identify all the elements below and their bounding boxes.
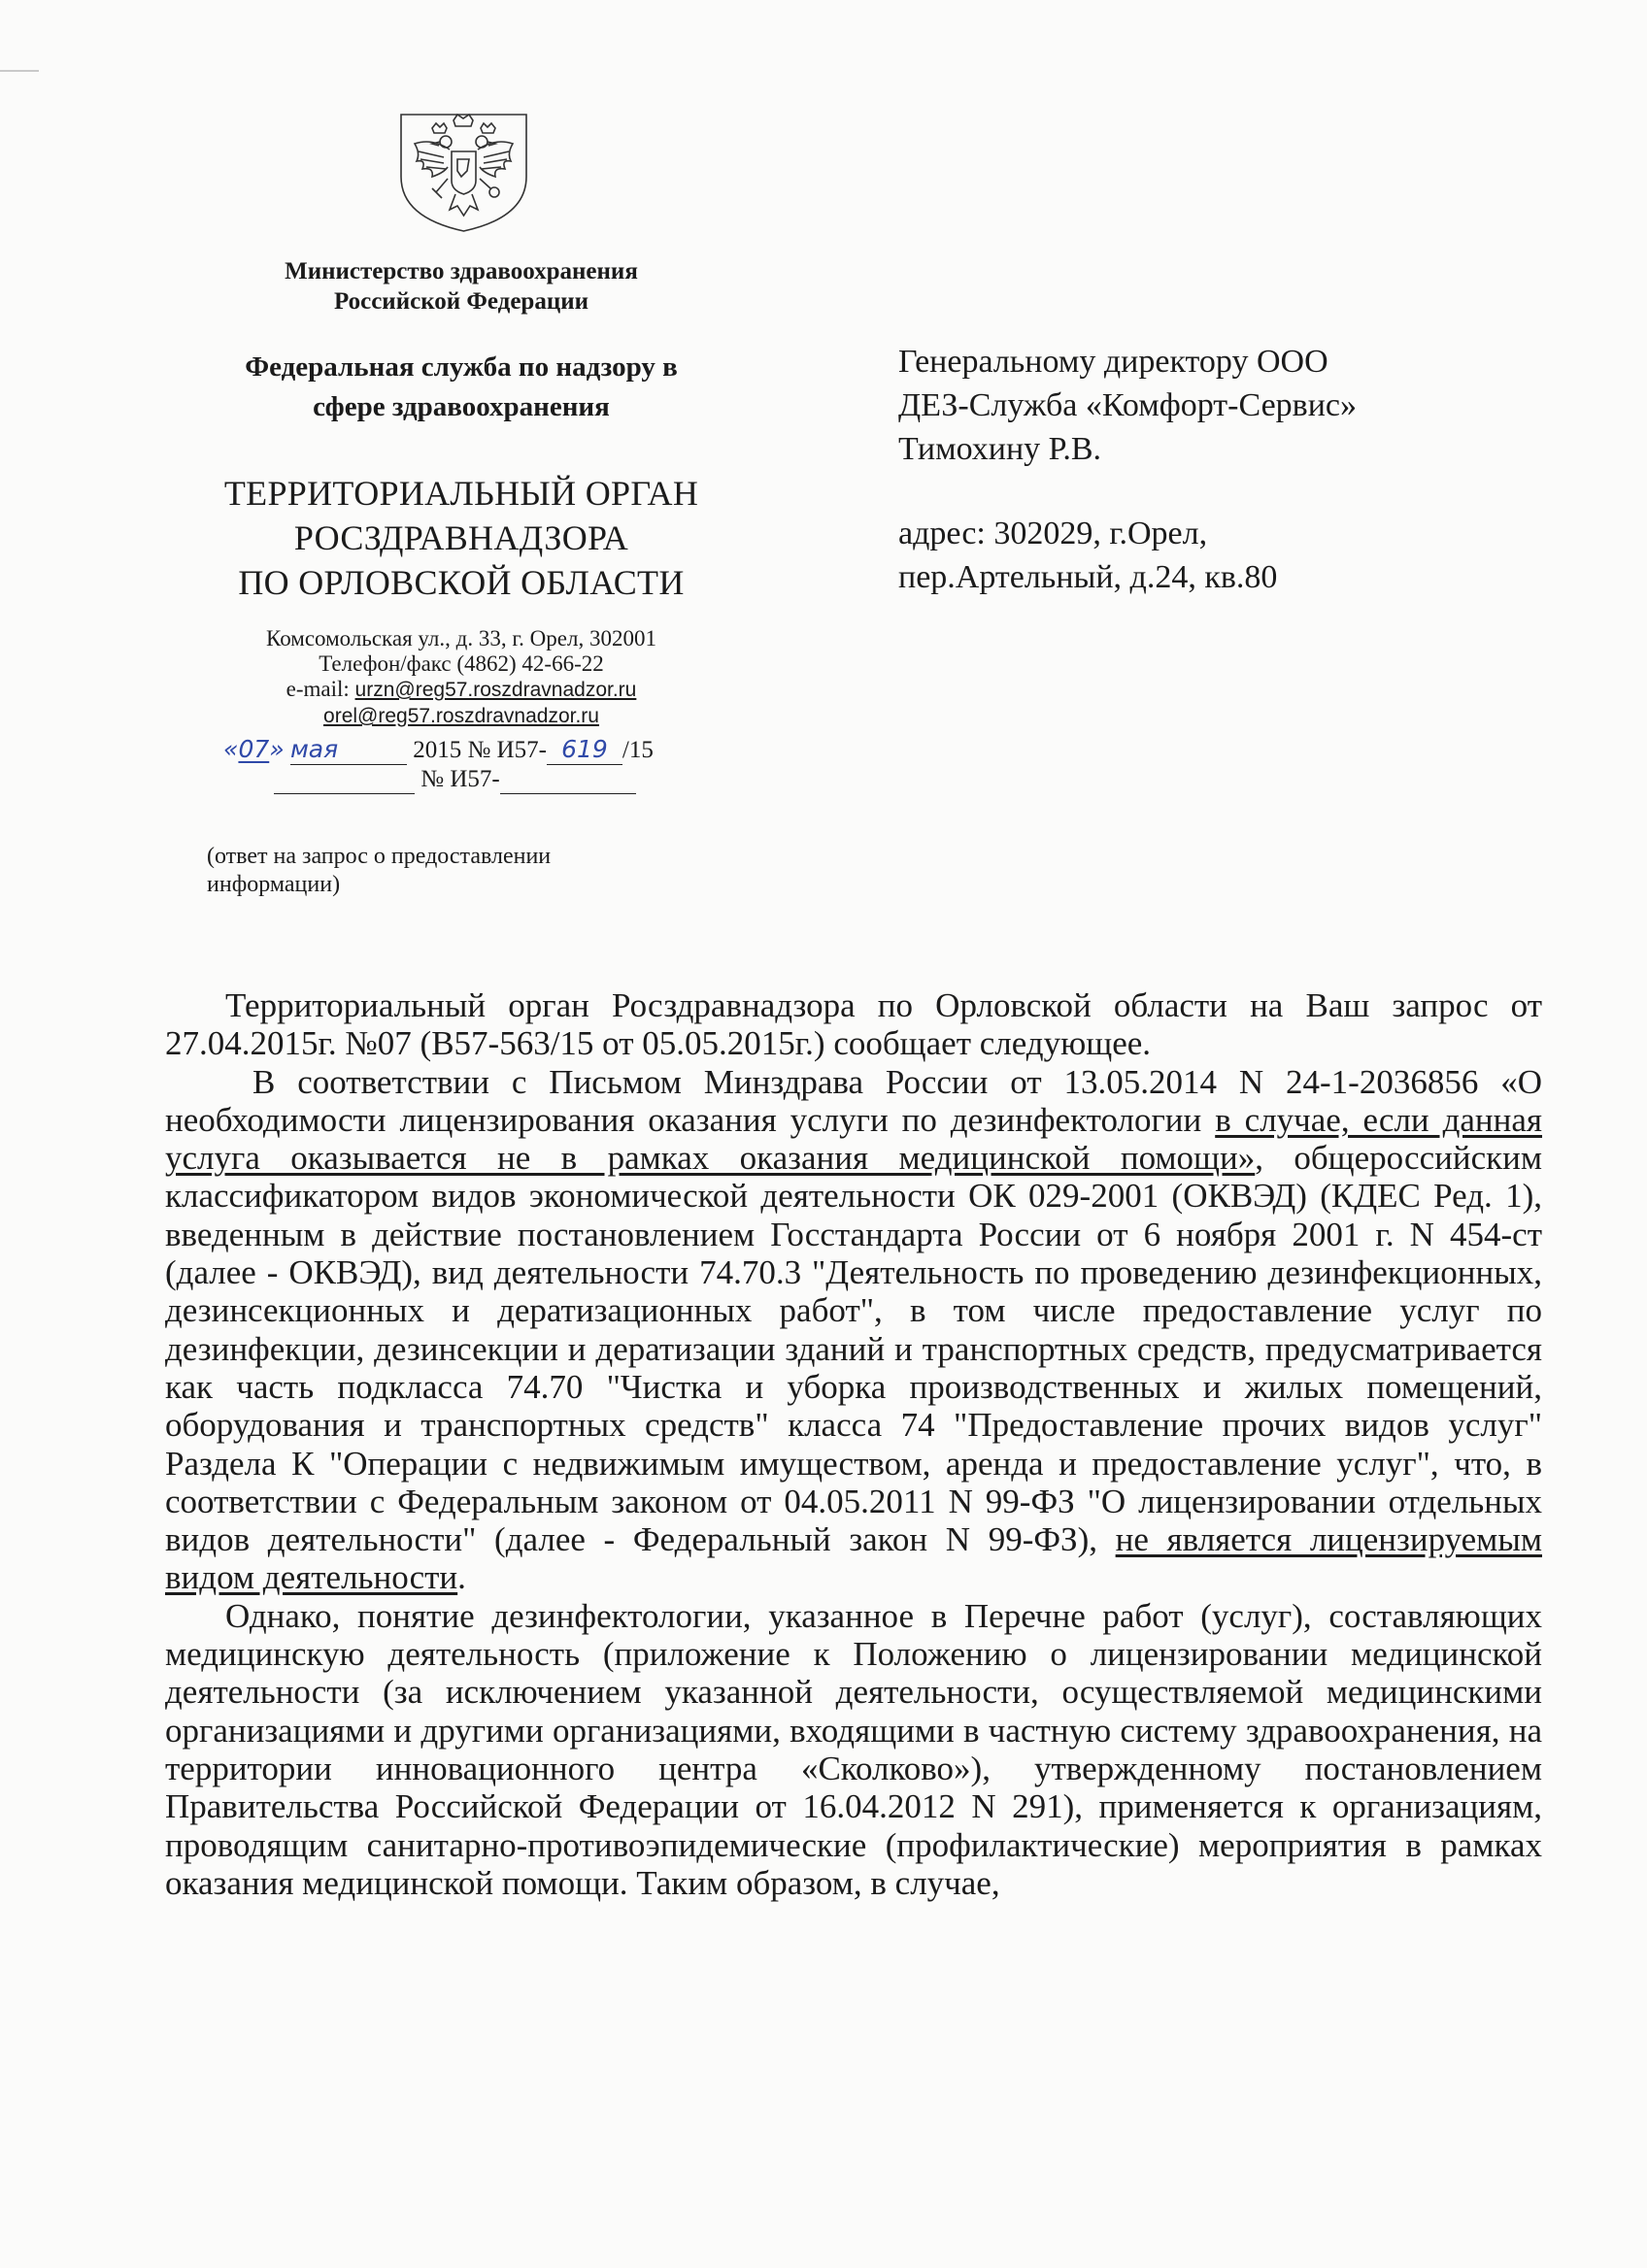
outgoing-number-block [223,735,767,794]
paragraph-3: Однако, понятие дезинфектологии, указанное в Перечне работ (услуг), составляющих медицинскую деятельность (приложение к Положению о лицензировании медицинской деятельности (за исключением указанной деятельности, осуществляемой медицинскими организациями и другими организациями, входящими в частную систему здравоохранения, на территории инновационного центра «Сколково»), утвержденному постановлением Правительства Российской Федерации от 16.04.2012 N 291), применяется к организациям, проводящим санитарно-противоэпидемические (профилактические) мероприятия в рамках оказания медицинской помощи. Таким образом, в случае, [165,1596,1542,1902]
service-line-2: сфере здравоохранения [313,391,610,422]
email-link-urzn[interactable]: urzn@reg57.roszdravnadzor.ru [354,679,637,701]
p2-middle: , общероссийским классификатором видов экономической деятельности ОК 029-2001 (ОКВЭД) (КДЕС Ред. 1), введенным в действие постановлением Госстандарта России от 6 ноября 2001 г. N 454-ст (далее - ОКВЭД), вид деятельности 74.70.3 "Деятельность по проведению дезинфекционных, дезинсекционных и дератизационных работ", в том числе предоставление услуг по дезинфекции, дезинсекции и дератизации зданий и транспортных средств, предусматривается как часть подкласса 74.70 "Чистка и уборка производственных и жилых помещений, оборудования и транспортных средств" класса 74 "Предоставление прочих видов услуг" Раздела К "Операции с недвижимым имуществом, аренда и предоставление услуг", что, в соответствии с Федеральным законом от 04.05.2011 N 99-ФЗ "О лицензировании отдельных видов деятельности" (далее - Федеральный закон N 99-ФЗ), [165,1139,1542,1559]
paragraph-2 [165,1063,1542,1597]
open-quote: « [223,735,239,763]
p2-underlined-phrase: в случае, если данная услуга оказывается не в рамках оказания медицинской помощи» [165,1100,1543,1178]
recipient-line-2: ДЕЗ-Служба «Комфорт-Сервис» [898,387,1357,423]
subject-line-2: информации) [207,872,341,897]
subject-note [207,843,673,899]
email-link-orel[interactable]: orel@reg57.roszdravnadzor.ru [323,705,599,727]
ministry-line-2: Российской Федерации [333,288,589,315]
handwritten-day: 07 [238,735,270,763]
email-label: e-mail: [286,677,355,701]
sender-address-block [214,626,709,729]
number-suffix: /15 [622,737,654,763]
outgoing-date-line [223,735,767,765]
federal-service-name [175,348,748,427]
recipient-line-3: Тимохину Р.В. [898,431,1102,467]
recipient-addr-line-2: пер.Артельный, д.24, кв.80 [898,559,1278,595]
recipient-addr-line-1: адрес: 302029, г.Орел, [898,516,1208,551]
recipient-address [898,512,1520,599]
ministry-name [223,256,699,317]
ministry-line-1: Министерство здравоохранения [285,258,638,284]
recipient-block [898,340,1520,471]
recipient-line-1: Генеральному директору ООО [898,344,1328,380]
ref-prefix: № И57- [415,766,500,792]
year-and-prefix: 2015 № И57- [406,737,547,763]
phone-fax: Телефон/факс (4862) 42-66-22 [319,651,604,676]
territorial-line-2: РОСЗДРАВНАДЗОРА [293,518,629,557]
paragraph-1: Территориальный орган Росздравнадзора по Орловской области на Ваш запрос от 27.04.2015г. №07 (В57-563/15 от 05.05.2015г.) сообщает следующее. [165,986,1542,1063]
p2-underlined-conclusion: не является лицензируемым видом деятельности [165,1520,1542,1597]
email-line-2 [214,703,709,729]
handwritten-month: мая [290,735,407,765]
territorial-line-1: ТЕРРИТОРИАЛЬНЫЙ ОРГАН [223,474,699,513]
territorial-body-name [170,471,753,605]
letter-body [165,986,1542,1902]
territorial-line-3: ПО ОРЛОВСКОЙ ОБЛАСТИ [238,563,685,602]
handwritten-number: 619 [547,735,622,765]
street-address: Комсомольская ул., д. 33, г. Орел, 302001 [266,626,656,650]
incoming-ref-line [223,765,767,794]
p2-end: . [457,1558,466,1597]
email-line [214,677,709,703]
p2-start: В соответствии с Письмом Минздрава России от 13.05.2014 N 24-1-2036856 «О необходимости лицензирования оказания услуги по дезинфектологии [165,1062,1542,1139]
coat-of-arms-icon [393,109,534,235]
service-line-1: Федеральная служба по надзору в [245,351,678,383]
scan-edge-mark [0,70,39,72]
ref-date-blank [274,770,415,794]
ref-number-blank [500,770,636,794]
subject-line-1: (ответ на запрос о предоставлении [207,844,552,869]
close-quote: » [269,735,285,763]
